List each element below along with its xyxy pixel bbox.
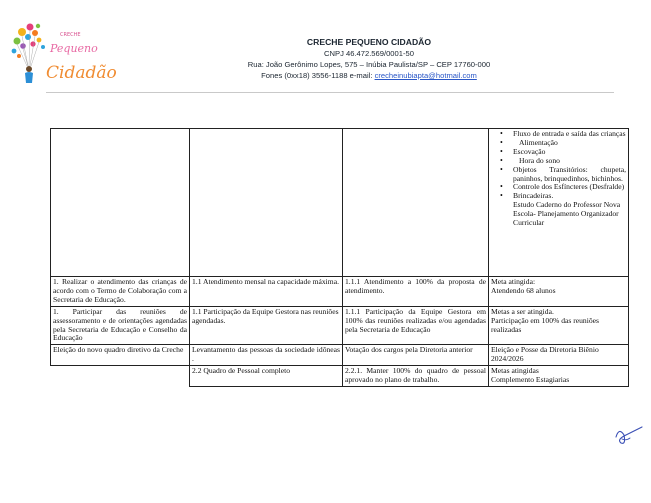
table-cell: Levantamento das pessoas da sociedade idôneas . [190, 345, 343, 366]
table-cell [489, 345, 629, 366]
table-cell: 1.1.1 Participação da Equipe Gestora em 100% das reuniões realizadas e/ou agendadas pela Secretaria de Educação [343, 306, 489, 345]
table-cell [51, 129, 190, 277]
routine-note: Estudo Caderno do Professor Nova Escola- Planejamento Organizador Curricular [513, 200, 621, 228]
list-item: • Fluxo de entrada e saída das crianças [513, 130, 626, 139]
signature [612, 423, 646, 451]
list-item: • Objetos Transitórios: chupeta, paninhos, brinquedinhos, bichinhos. [513, 166, 626, 184]
cell-line: Meta atingida: [491, 277, 536, 286]
routine-list [491, 130, 626, 201]
cnpj: CNPJ 46.472.569/0001-50 [324, 49, 414, 58]
table-row [51, 366, 629, 387]
table-cell: 1.1.1 Atendimento a 100% da proposta de atendimento. [343, 277, 489, 307]
table-row [51, 345, 629, 366]
table-cell [190, 129, 343, 277]
address: Rua: João Gerônimo Lopes, 575 – Inúbia Paulista/SP – CEP 17760-000 [247, 60, 491, 69]
list-item: • Alimentação [513, 139, 626, 148]
creche-logo [8, 20, 117, 88]
phones: Fones (0xx18) 3556-1188 e-mail: [261, 71, 375, 80]
work-plan-table [50, 128, 629, 387]
list-item: • Escovação [513, 148, 626, 157]
table-cell: 2.2 Quadro de Pessoal completo [190, 366, 343, 387]
table-cell [489, 366, 629, 387]
cell-line: Complemento Estagiarias [491, 375, 570, 385]
email-link[interactable]: crecheinubiapta@hotmail.com [374, 71, 477, 80]
table-cell: 2.2.1. Manter 100% do quadro de pessoal aprovado no plano de trabalho. [343, 366, 489, 387]
cell-line: Participação em 100% das reuniões realizadas [491, 315, 599, 334]
routine-cell [489, 129, 629, 277]
contact-line [180, 70, 558, 81]
table-cell: Votação dos cargos pela Diretoria anterior [343, 345, 489, 366]
logo-line2: Pequeno [50, 42, 98, 55]
list-item: • Controle dos Esfíncteres (Desfralde) [513, 183, 626, 192]
letterhead [180, 37, 558, 81]
table-cell [343, 129, 489, 277]
table-row [51, 277, 629, 307]
table-cell [51, 366, 190, 387]
cell-line: Metas atingidas [491, 366, 539, 376]
table-cell: Eleição do novo quadro diretivo da Creche [51, 345, 190, 366]
cell-line: Eleição e Posse da Diretoria Biênio 2024/2026 [491, 345, 599, 364]
table-cell: 1. Participar das reuniões de assessoramento e de orientações agendadas pela Secretaria de Educação e Conselho da Educação [51, 306, 190, 345]
table-cell: 1. Realizar o atendimento das crianças de acordo com o Termo de Colaboração com a Secretaria de Educação. [51, 277, 190, 307]
table-row [51, 306, 629, 345]
org-name: CRECHE PEQUENO CIDADÃO [306, 37, 432, 47]
list-item: • Hora do sono [513, 157, 626, 166]
table-cell [489, 277, 629, 307]
table-row [51, 129, 629, 277]
cell-line: Metas a ser atingida. [491, 306, 554, 316]
header-divider [46, 92, 614, 93]
table-cell [489, 306, 629, 345]
table-cell: 1.1 Atendimento mensal na capacidade máxima. [190, 277, 343, 307]
logo-line1: CRECHE [60, 32, 81, 38]
table-cell: 1.1 Participação da Equipe Gestora nas reuniões agendadas. [190, 306, 343, 345]
list-item: • Brincadeiras. [513, 192, 626, 201]
cell-line: Atendendo 68 alunos [491, 285, 556, 295]
logo-line3: Cidadão [46, 63, 117, 83]
